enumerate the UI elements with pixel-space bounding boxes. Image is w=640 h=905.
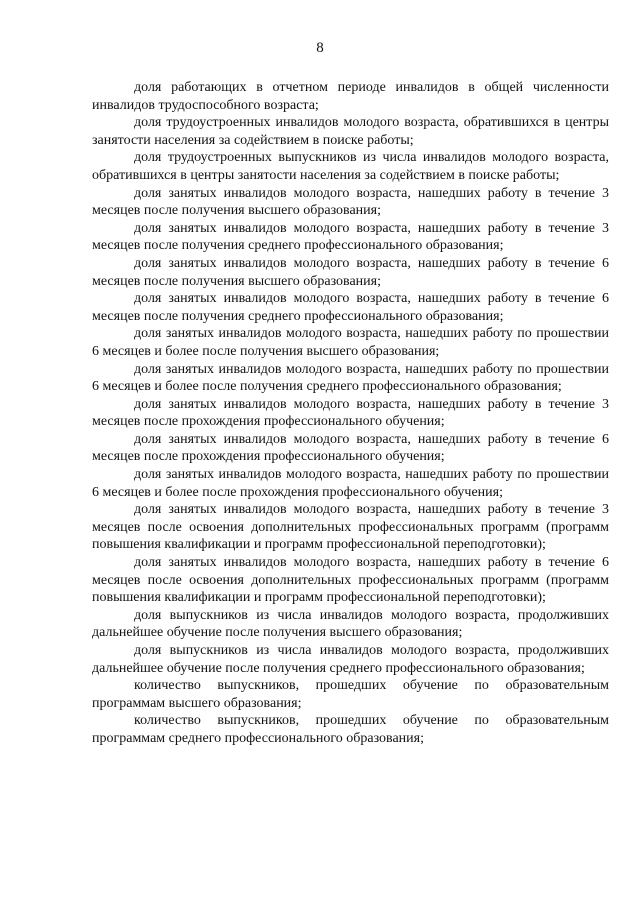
paragraph: доля работающих в отчетном периоде инвалидов в общей численности инвалидов трудоспособного возраста; xyxy=(92,80,609,113)
paragraph: количество выпускников, прошедших обучение по образовательным программам высшего образования; xyxy=(92,678,609,711)
paragraph: доля занятых инвалидов молодого возраста, нашедших работу по прошествии 6 месяцев и более после получения высшего образования; xyxy=(92,326,609,359)
paragraph: доля трудоустроенных инвалидов молодого возраста, обратившихся в центры занятости населения за содействием в поиске работы; xyxy=(92,115,609,148)
paragraph: доля занятых инвалидов молодого возраста, нашедших работу в течение 6 месяцев после получения высшего образования; xyxy=(92,255,609,289)
paragraph: доля трудоустроенных выпускников из числа инвалидов молодого возраста, обратившихся в центры занятости населения за содействием в поиске работы; xyxy=(92,150,609,183)
paragraph: доля занятых инвалидов молодого возраста, нашедших работу в течение 3 месяцев после получения среднего профессионального образования; xyxy=(92,220,609,254)
document-body xyxy=(92,79,609,748)
paragraph: доля занятых инвалидов молодого возраста, нашедших работу по прошествии 6 месяцев и более после прохождения профессионального обучения; xyxy=(92,467,609,500)
paragraph: доля выпускников из числа инвалидов молодого возраста, продолживших дальнейшее обучение после получения высшего образования; xyxy=(92,607,609,641)
paragraph: доля занятых инвалидов молодого возраста, нашедших работу в течение 6 месяцев после прохождения профессионального обучения; xyxy=(92,431,609,465)
page-number: 8 xyxy=(316,40,324,56)
paragraph: доля занятых инвалидов молодого возраста, нашедших работу в течение 3 месяцев после освоения дополнительных профессиональных программ (программ повышения квалификации и программ профессиональной переподготовки); xyxy=(92,502,609,553)
paragraph: количество выпускников, прошедших обучение по образовательным программам среднего профессионального образования; xyxy=(92,713,609,746)
paragraph: доля занятых инвалидов молодого возраста, нашедших работу по прошествии 6 месяцев и более после получения среднего профессионального образования; xyxy=(92,361,609,395)
paragraph: доля занятых инвалидов молодого возраста, нашедших работу в течение 3 месяцев после прохождения профессионального обучения; xyxy=(92,396,609,430)
paragraph: доля занятых инвалидов молодого возраста, нашедших работу в течение 3 месяцев после получения высшего образования; xyxy=(92,185,609,219)
paragraph: доля занятых инвалидов молодого возраста, нашедших работу в течение 6 месяцев после получения среднего профессионального образования; xyxy=(92,291,609,324)
paragraph: доля занятых инвалидов молодого возраста, нашедших работу в течение 6 месяцев после освоения дополнительных профессиональных программ (программ повышения квалификации и программ профессиональной переподготовки); xyxy=(92,555,609,606)
paragraph: доля выпускников из числа инвалидов молодого возраста, продолживших дальнейшее обучение после получения среднего профессионального образования; xyxy=(92,643,609,676)
